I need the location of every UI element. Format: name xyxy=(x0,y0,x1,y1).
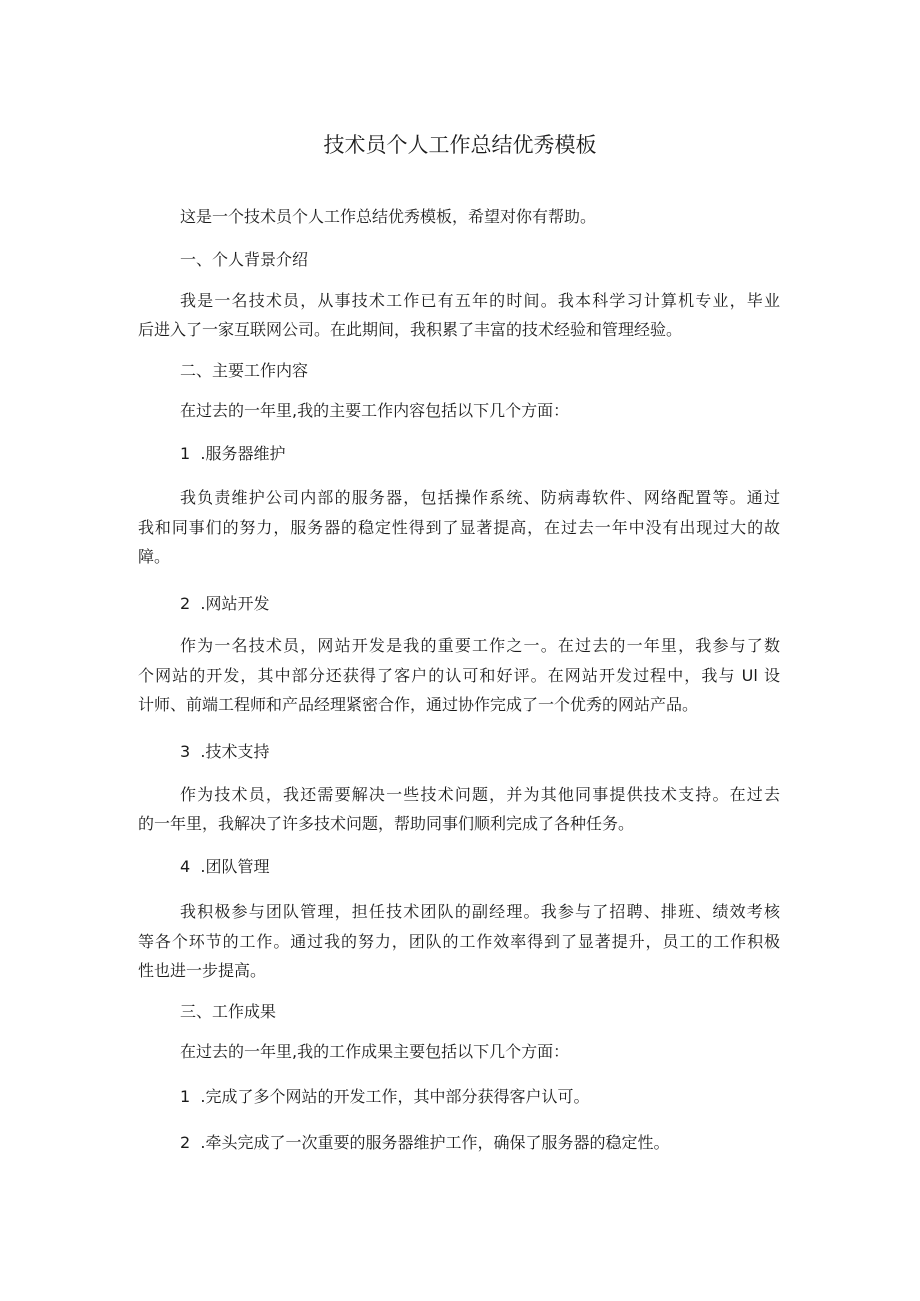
item1-paragraph-line2: 我和同事们的努力，服务器的稳定性得到了显著提高，在过去一年中没有出现过大的故 xyxy=(138,518,780,537)
section1-heading: 一、个人背景介绍 xyxy=(180,250,309,269)
item3-heading: 3 .技术支持 xyxy=(180,742,270,761)
item4-paragraph-line1: 我积极参与团队管理，担任技术团队的副经理。我参与了招聘、排班、绩效考核 xyxy=(180,902,780,921)
item3-paragraph-line1: 作为技术员，我还需要解决一些技术问题，并为其他同事提供技术支持。在过去 xyxy=(180,785,780,804)
item2-heading: 2 .网站开发 xyxy=(180,594,270,613)
item2-paragraph-line1: 作为一名技术员，网站开发是我的重要工作之一。在过去的一年里，我参与了数 xyxy=(180,636,780,655)
item3-paragraph-line2: 的一年里，我解决了许多技术问题，帮助同事们顺利完成了各种任务。 xyxy=(138,814,635,833)
section3-heading: 三、工作成果 xyxy=(180,1002,277,1021)
section1-paragraph-line2: 后进入了一家互联网公司。在此期间，我积累了丰富的技术经验和管理经验。 xyxy=(138,320,683,339)
result-item-2: 2 .牵头完成了一次重要的服务器维护工作，确保了服务器的稳定性。 xyxy=(180,1133,670,1152)
item4-paragraph-line3: 性也进一步提高。 xyxy=(138,961,267,980)
section2-lead: 在过去的一年里,我的主要工作内容包括以下几个方面： xyxy=(180,401,570,420)
item4-paragraph-line2: 等各个环节的工作。通过我的努力，团队的工作效率得到了显著提升，员工的工作积极 xyxy=(138,932,780,951)
item1-paragraph-line1: 我负责维护公司内部的服务器，包括操作系统、防病毒软件、网络配置等。通过 xyxy=(180,488,780,507)
item2-paragraph-line3: 计师、前端工程师和产品经理紧密合作，通过协作完成了一个优秀的网站产品。 xyxy=(138,695,699,714)
intro-paragraph: 这是一个技术员个人工作总结优秀模板，希望对你有帮助。 xyxy=(180,207,597,226)
result-item-1: 1 .完成了多个网站的开发工作，其中部分获得客户认可。 xyxy=(180,1087,590,1106)
item4-heading: 4 .团队管理 xyxy=(180,857,270,876)
section2-heading: 二、主要工作内容 xyxy=(180,361,309,380)
item1-heading: 1 .服务器维护 xyxy=(180,444,286,463)
section1-paragraph-line1: 我是一名技术员，从事技术工作已有五年的时间。我本科学习计算机专业，毕业 xyxy=(180,291,780,310)
document-title: 技术员个人工作总结优秀模板 xyxy=(323,133,597,157)
item1-paragraph-line3: 障。 xyxy=(138,547,171,566)
section3-lead: 在过去的一年里,我的工作成果主要包括以下几个方面： xyxy=(180,1042,570,1061)
item2-paragraph-line2: 个网站的开发，其中部分还获得了客户的认可和好评。在网站开发过程中，我与 Ul 设 xyxy=(138,666,780,685)
